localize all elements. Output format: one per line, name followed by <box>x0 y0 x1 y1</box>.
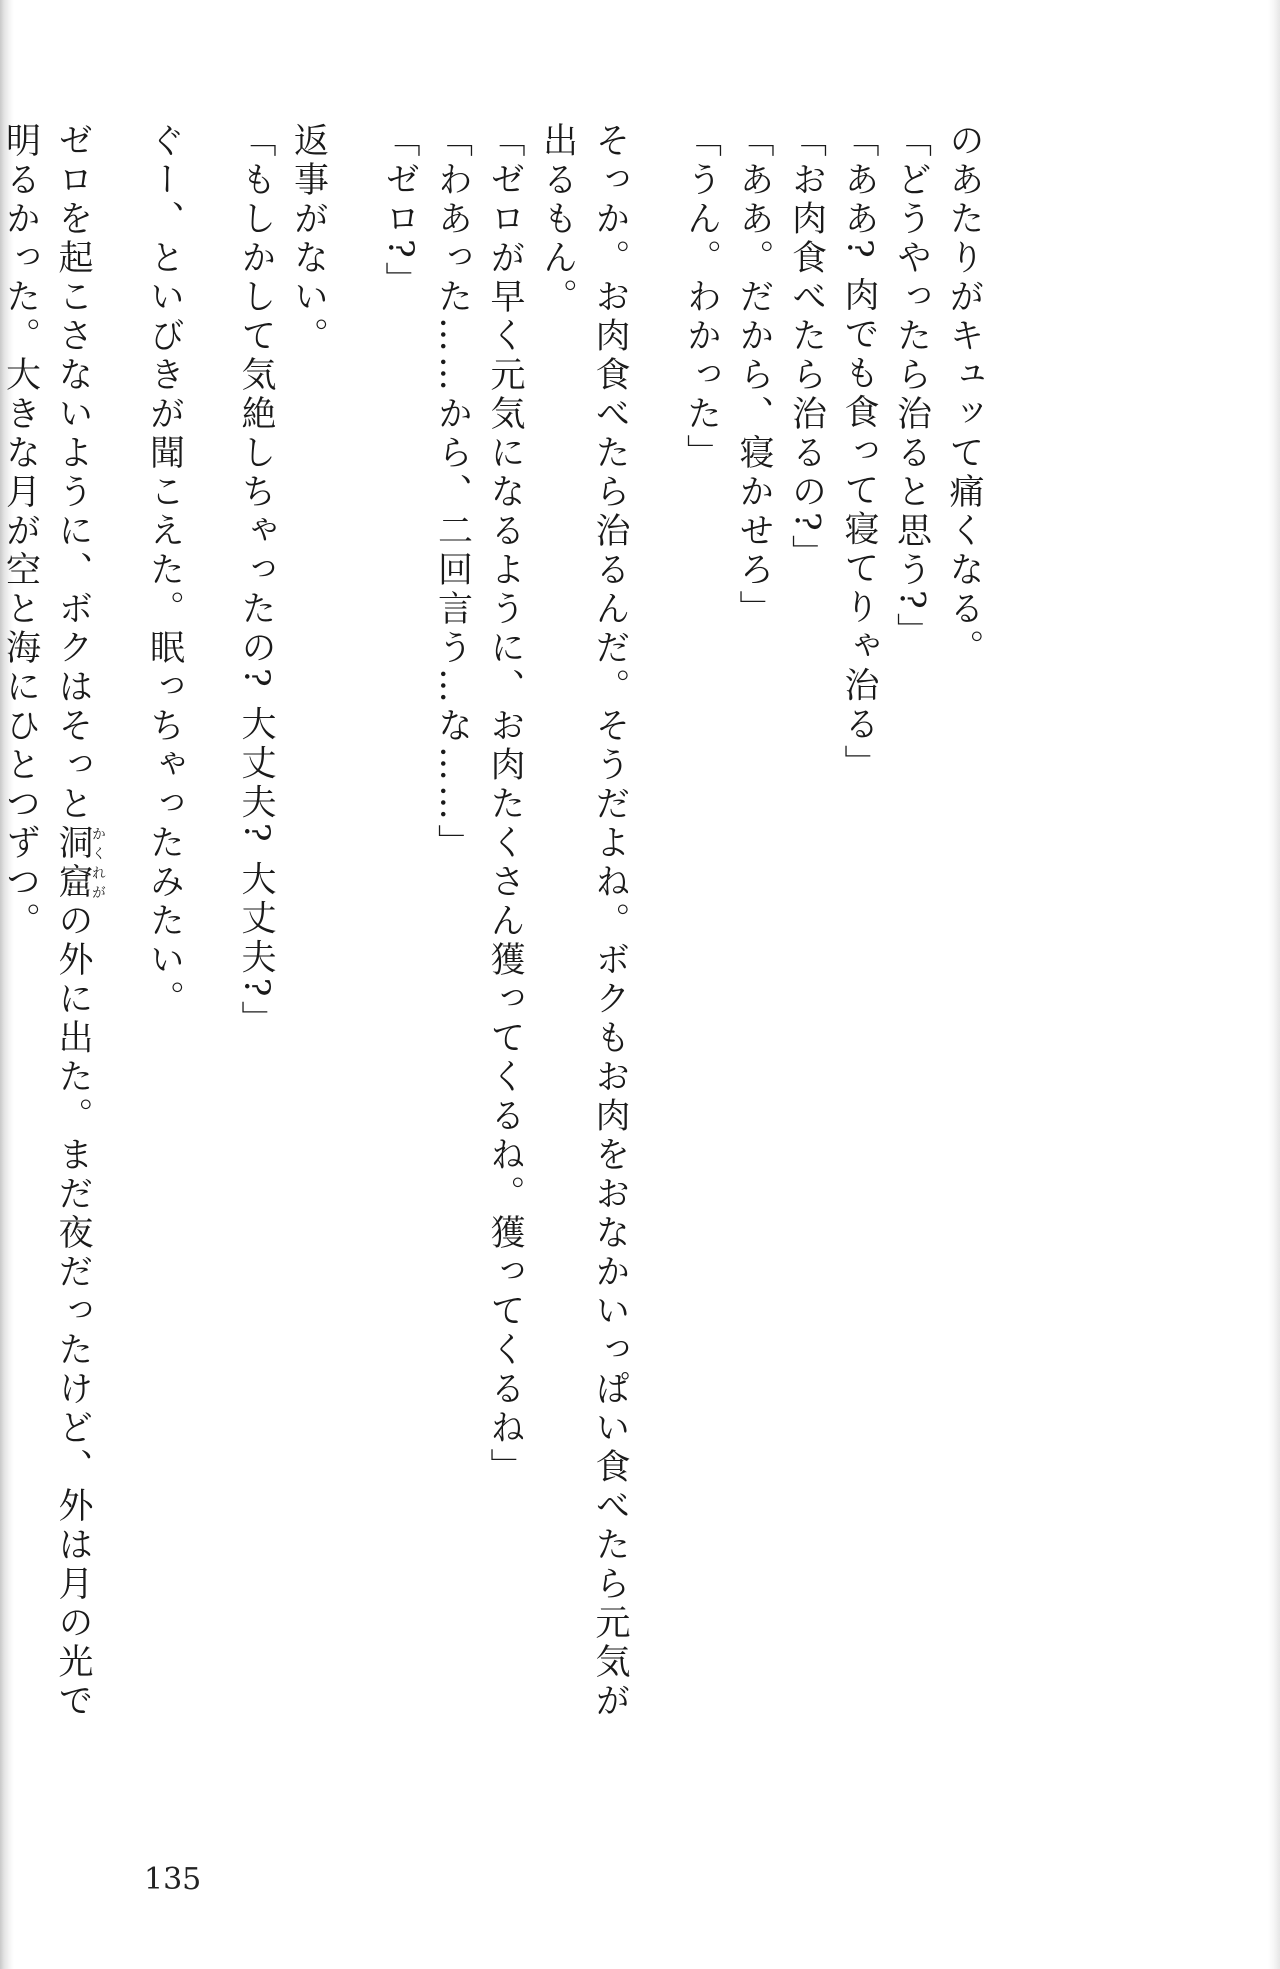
text-line: 「ああ。だから、寝かせろ」 <box>734 122 774 629</box>
text-line: 「もしかして気絶しちゃったの? 大丈夫? 大丈夫?」 <box>236 122 276 1040</box>
text-line: 「うん。わかった」 <box>681 122 722 473</box>
vertical-text-body <box>0 122 1280 1902</box>
text-line: そっか。お肉食べたら治るんだ。そうだよね。ボクもお肉をおなかいっぱい食べたら元気が <box>590 122 630 1721</box>
text-line-with-ruby: ゼロを起こさないように、ボクはそっと洞窟かくれがの外に出た。まだ夜だったけど、外は月の光で <box>53 122 106 1721</box>
text-line: 「わあった……から、二回言う…な……」 <box>432 122 473 863</box>
text-line: 明るかった。大きな月が空と海にひとつずつ。 <box>0 122 41 941</box>
page-number: 135 <box>144 1862 202 1897</box>
text-line: 「ゼロ?」 <box>380 122 420 301</box>
text-line: 出るもん。 <box>537 122 578 317</box>
ruby-annotation <box>53 824 106 902</box>
ruby-base: 洞窟 <box>53 824 93 902</box>
text-line: 「お肉食べたら治るの?」 <box>786 122 827 574</box>
text-line: 返事がない。 <box>288 122 329 356</box>
text-line: ぐー、といびきが聞こえた。眠っちゃったみたい。 <box>144 122 185 1019</box>
ruby-reading: かくれが <box>90 824 106 902</box>
text-line: 「ゼロが早く元気になるように、お肉たくさん獲ってくるね。獲ってくるね」 <box>485 122 525 1487</box>
text-line: 「どうやったら治ると思う?」 <box>891 122 932 652</box>
text-line: のあたりがキュッて痛くなる。 <box>944 122 984 668</box>
text-line: 「ああ? 肉でも食って寝てりゃ治る」 <box>839 122 879 784</box>
